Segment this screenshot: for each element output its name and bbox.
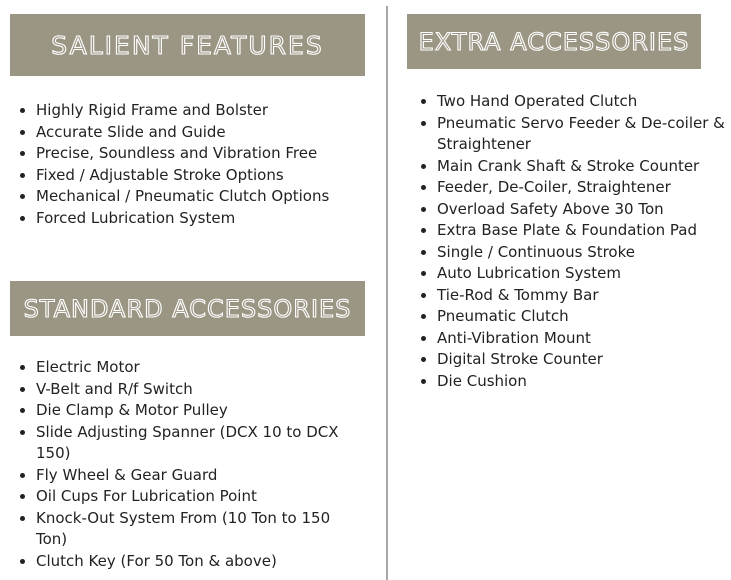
salient-features-list [10,100,376,229]
list-item: • Feeder, De-Coiler, Straightener [437,177,731,199]
list-item: • Forced Lubrication System [36,208,376,230]
list-item: • Precise, Soundless and Vibration Free [36,143,376,165]
list-item: • Auto Lubrication System [437,263,731,285]
list-item: • Die Clamp & Motor Pulley [36,400,356,422]
list-item: • Single / Continuous Stroke [437,242,731,264]
list-item: • V-Belt and R/f Switch [36,379,356,401]
extra-accessories-list [411,91,731,392]
list-item: • Tie-Rod & Tommy Bar [437,285,731,307]
list-item: • Mechanical / Pneumatic Clutch Options [36,186,376,208]
standard-accessories-title: STANDARD ACCESSORIES [23,294,352,323]
standard-accessories-banner [10,281,365,336]
column-divider [386,6,388,580]
salient-features-title: SALIENT FEATURES [51,30,324,60]
standard-accessories-list [10,357,356,572]
list-item: • Electric Motor [36,357,356,379]
list-item: • Die Cushion [437,371,731,393]
list-item: • Knock-Out System From (10 Ton to 150 Ton) [36,508,356,551]
list-item: • Clutch Key (For 50 Ton & above) [36,551,356,573]
extra-accessories-title: EXTRA ACCESSORIES [418,27,690,56]
list-item: • Pneumatic Clutch [437,306,731,328]
list-item: • Fixed / Adjustable Stroke Options [36,165,376,187]
list-item: • Fly Wheel & Gear Guard [36,465,356,487]
list-item: • Extra Base Plate & Foundation Pad [437,220,731,242]
list-item: • Slide Adjusting Spanner (DCX 10 to DCX 150) [36,422,356,465]
list-item: • Overload Safety Above 30 Ton [437,199,731,221]
list-item: • Pneumatic Servo Feeder & De-coiler & Straightener [437,113,731,156]
list-item: • Main Crank Shaft & Stroke Counter [437,156,731,178]
list-item: • Highly Rigid Frame and Bolster [36,100,376,122]
salient-features-banner [10,14,365,76]
list-item: • Two Hand Operated Clutch [437,91,731,113]
list-item: • Digital Stroke Counter [437,349,731,371]
list-item: • Anti-Vibration Mount [437,328,731,350]
extra-accessories-banner [407,14,701,69]
list-item: • Oil Cups For Lubrication Point [36,486,356,508]
list-item: • Accurate Slide and Guide [36,122,376,144]
